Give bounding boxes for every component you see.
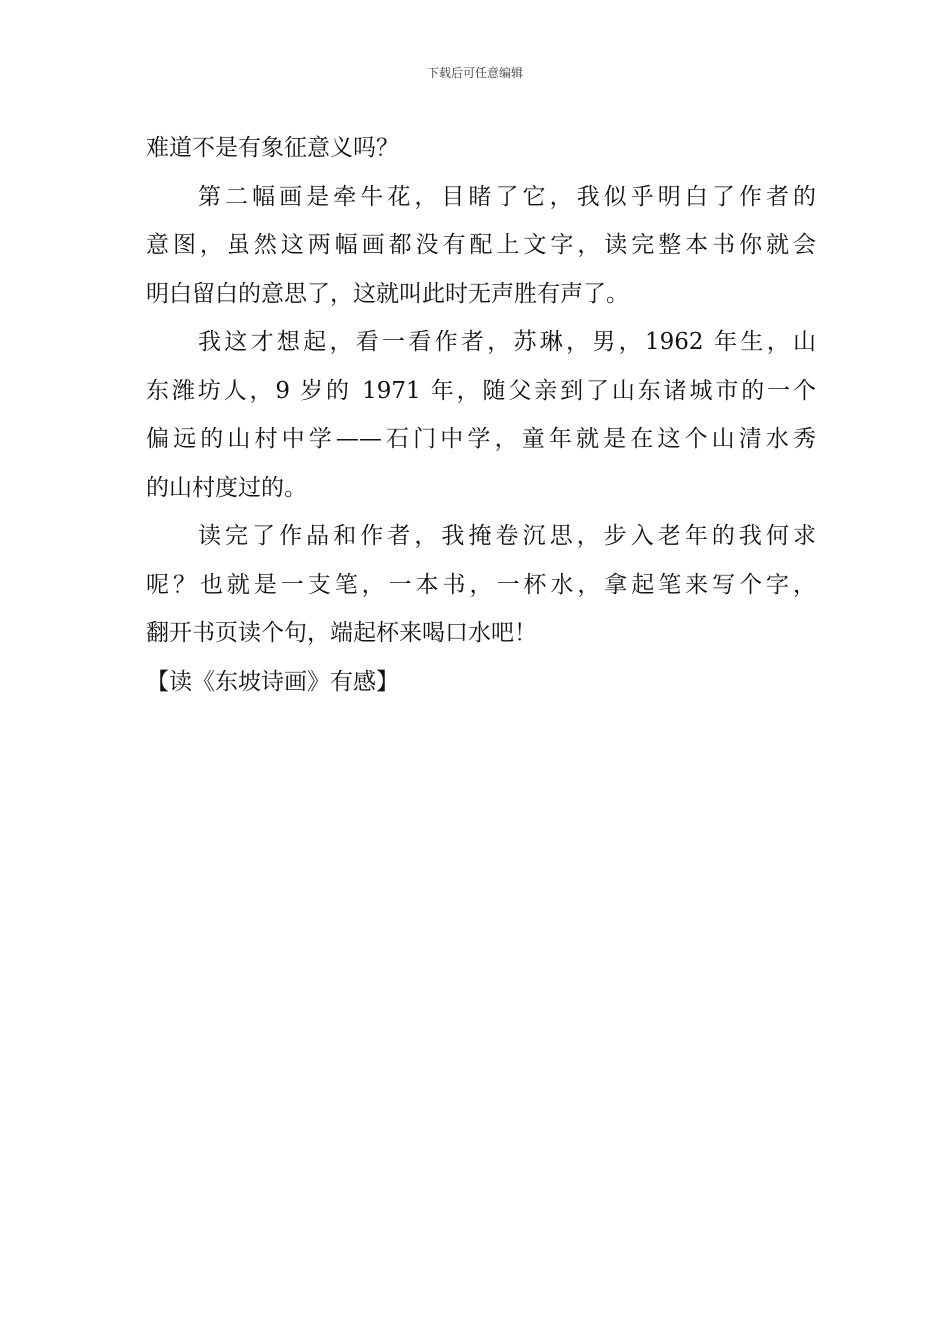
text-line: 的山村度过的。 <box>146 474 307 501</box>
text-line: 翻开书页读个句，端起杯来喝口水吧！ <box>146 620 537 646</box>
text-line: 东潍坊人，9 岁的 1971 年，随父亲到了山东诸城市的一个 <box>146 377 816 404</box>
document-body <box>146 124 816 706</box>
text-line: 读完了作品和作者，我掩卷沉思，步入老年的我何求 <box>198 523 816 549</box>
page-header: 下载后可任意编辑 <box>426 66 523 80</box>
section-heading <box>146 658 816 707</box>
paragraph-author <box>146 318 816 512</box>
text-line: 呢？也就是一支笔，一本书，一杯水，拿起笔来写个字， <box>146 571 816 598</box>
paragraph-reflection <box>146 512 816 658</box>
text-line: 偏远的山村中学——石门中学，童年就是在这个山清水秀 <box>146 426 816 452</box>
text-line: 第二幅画是牵牛花，目睹了它，我似乎明白了作者的 <box>198 183 816 210</box>
text-line: 意图，虽然这两幅画都没有配上文字，读完整本书你就会 <box>146 232 816 258</box>
text-line: 难道不是有象征意义吗？ <box>146 135 399 161</box>
section-title: 【读《东坡诗画》有感】 <box>146 668 399 695</box>
text-line: 明白留白的意思了，这就叫此时无声胜有声了。 <box>146 280 629 307</box>
text-line: 我这才想起，看一看作者，苏琳，男，1962 年生，山 <box>198 329 816 355</box>
paragraph-morning-glory <box>146 173 816 319</box>
paragraph-continuation <box>146 124 816 173</box>
